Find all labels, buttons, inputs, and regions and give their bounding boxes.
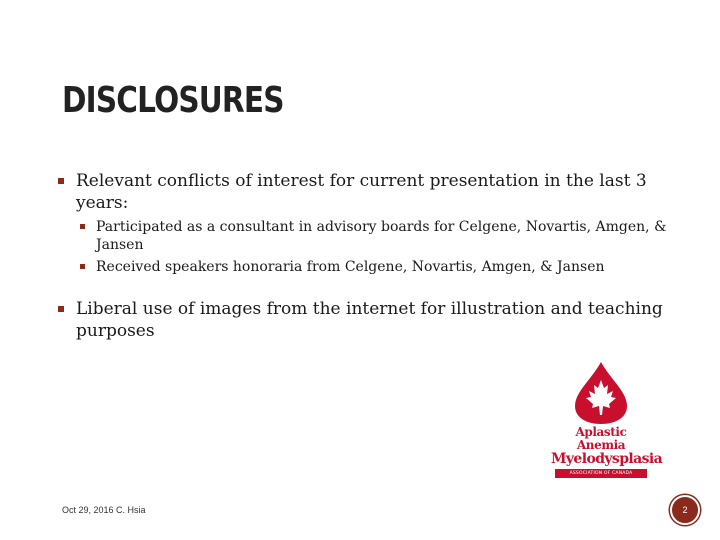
logo-line-aplastic: Aplastic Anemia [575, 425, 627, 452]
logo-text [551, 425, 663, 478]
slide-title: DISCLOSURES [62, 80, 284, 121]
blood-drop-maple-leaf-icon [551, 360, 651, 426]
bullet-text: Liberal use of images from the internet for illustration and teaching purposes [76, 299, 663, 341]
page-number-badge: 2 [670, 495, 700, 525]
bullet-text: Relevant conflicts of interest for current presentation in the last 3 years: [76, 171, 647, 213]
bullet-marker-icon [58, 178, 64, 184]
footer-text: Oct 29, 2016 C. Hsia [62, 505, 146, 515]
bullet-list [58, 170, 668, 344]
logo-band: ASSOCIATION OF CANADA [555, 469, 647, 478]
association-logo [551, 360, 663, 476]
sub-bullet-item [80, 218, 668, 254]
sub-bullet-item [80, 258, 668, 276]
sub-bullet-marker-icon [80, 264, 85, 269]
sub-bullet-text: Participated as a consultant in advisory boards for Celgene, Novartis, Amgen, & Jansen [96, 219, 667, 253]
sub-bullet-text: Received speakers honoraria from Celgene, Novartis, Amgen, & Jansen [96, 259, 605, 275]
logo-line-myelodysplasia: Myelodysplasia [551, 451, 663, 467]
bullet-item [58, 298, 668, 342]
bullet-marker-icon [58, 306, 64, 312]
bullet-item [58, 170, 668, 214]
sub-bullet-marker-icon [80, 224, 85, 229]
sub-bullet-list [58, 218, 668, 276]
